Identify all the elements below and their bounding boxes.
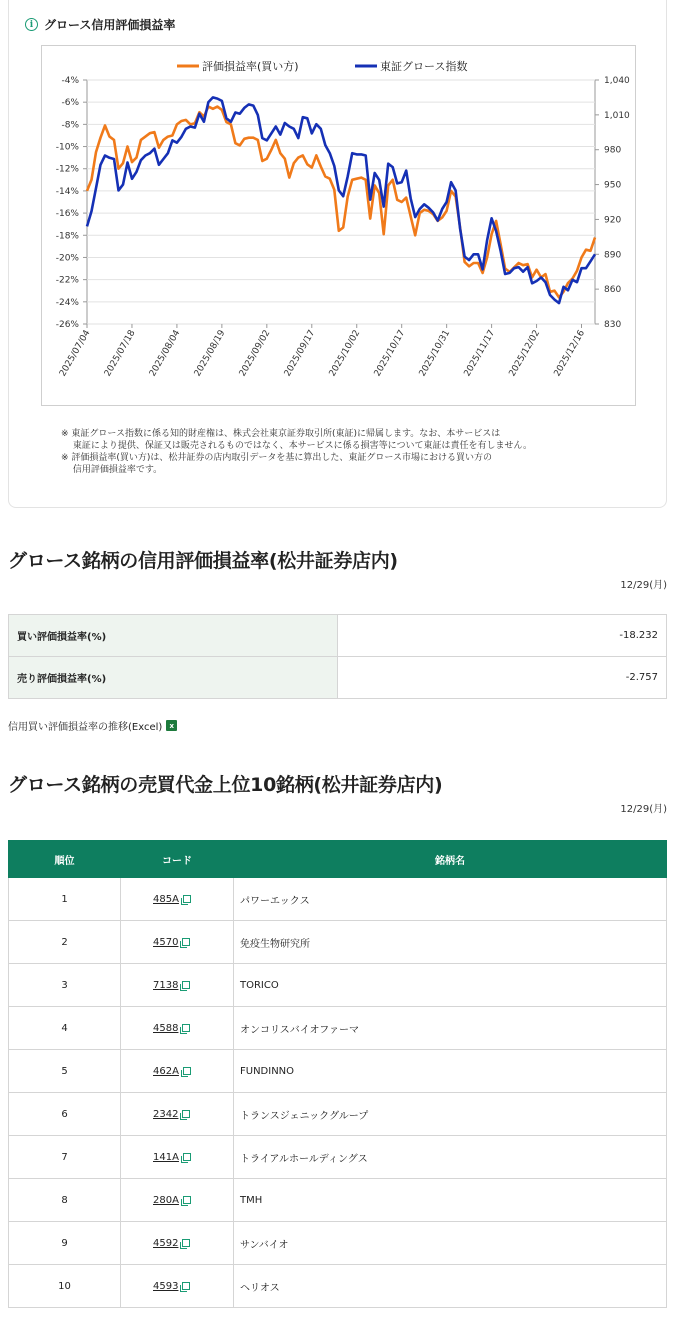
table-row — [9, 1265, 667, 1308]
table-row — [9, 921, 667, 964]
buy-eval-value: -18.232 — [338, 615, 667, 657]
y-left-tick-label: -10% — [55, 142, 79, 153]
code-cell — [121, 1265, 234, 1308]
stock-code-link[interactable]: 462A — [153, 1065, 179, 1077]
rank-cell: 5 — [9, 1050, 121, 1093]
excel-link-text[interactable]: 信用買い評価損益率の推移(Excel) — [8, 722, 163, 733]
legend-label: 東証グロース指数 — [380, 60, 468, 73]
code-cell — [121, 1007, 234, 1050]
sell-eval-value: -2.757 — [338, 657, 667, 699]
stock-name-cell: TMH — [234, 1179, 667, 1222]
x-tick-label: 2025/10/17 — [372, 328, 408, 379]
ranking-table — [8, 840, 667, 1308]
table-row — [9, 1179, 667, 1222]
header-code: コード — [121, 841, 234, 878]
code-cell — [121, 878, 234, 921]
x-tick-label: 2025/10/02 — [327, 328, 363, 379]
table-row — [9, 1136, 667, 1179]
code-cell — [121, 964, 234, 1007]
rank-cell: 4 — [9, 1007, 121, 1050]
y-left-tick-label: -26% — [55, 320, 79, 330]
y-right-tick-label: 950 — [604, 180, 622, 191]
y-left-tick-label: -24% — [55, 297, 79, 308]
copy-icon[interactable] — [183, 1067, 191, 1075]
x-tick-label: 2025/09/17 — [282, 328, 318, 379]
rank-cell: 10 — [9, 1265, 121, 1308]
chart-frame — [41, 45, 636, 406]
ranking-date: 12/29(月) — [620, 804, 667, 815]
y-right-tick-label: 890 — [604, 250, 622, 261]
stock-name-cell: サンバイオ — [234, 1222, 667, 1265]
note-line: ※ 東証グロース指数に係る知的財産権は、株式会社東京証券取引所(東証)に帰属します。なお、本サービスは — [61, 429, 501, 439]
copy-icon[interactable] — [183, 1196, 191, 1204]
x-tick-label: 2025/12/16 — [552, 328, 588, 379]
y-left-tick-label: -4% — [61, 76, 79, 86]
buy-eval-label: 買い評価損益率(%) — [9, 615, 338, 657]
stock-code-link[interactable]: 485A — [153, 893, 179, 905]
rank-cell: 6 — [9, 1093, 121, 1136]
table-row — [9, 964, 667, 1007]
eval-table — [8, 614, 667, 699]
legend-label: 評価損益率(買い方) — [202, 60, 299, 73]
table-row — [9, 657, 667, 699]
copy-icon[interactable] — [182, 1239, 190, 1247]
x-tick-label: 2025/11/17 — [462, 328, 498, 379]
stock-code-link[interactable]: 2342 — [153, 1108, 179, 1120]
stock-code-link[interactable]: 7138 — [153, 979, 179, 991]
y-left-tick-label: -20% — [55, 253, 79, 264]
copy-icon[interactable] — [183, 895, 191, 903]
stock-name-cell: パワーエックス — [234, 878, 667, 921]
stock-code-link[interactable]: 141A — [153, 1151, 179, 1163]
eval-date: 12/29(月) — [620, 580, 667, 591]
stock-name-cell: TORICO — [234, 964, 667, 1007]
stock-name-cell: ヘリオス — [234, 1265, 667, 1308]
note-line: ※ 評価損益率(買い方)は、松井証券の店内取引データを基に算出した、東証グロース市場における買い方の — [61, 453, 492, 463]
excel-icon[interactable]: x — [166, 720, 177, 731]
y-left-tick-label: -8% — [61, 120, 79, 131]
note-line: 信用評価損益率です。 — [61, 465, 163, 475]
x-tick-label: 2025/12/02 — [507, 328, 543, 379]
chart-notes — [61, 428, 661, 476]
x-tick-label: 2025/07/04 — [58, 328, 93, 379]
card-title — [25, 16, 175, 33]
copy-icon[interactable] — [183, 1153, 191, 1161]
rank-cell: 2 — [9, 921, 121, 964]
code-cell — [121, 1179, 234, 1222]
y-right-tick-label: 830 — [604, 320, 622, 330]
code-cell — [121, 1222, 234, 1265]
header-rank: 順位 — [9, 841, 121, 878]
header-name: 銘柄名 — [234, 841, 667, 878]
plot-area — [87, 80, 595, 324]
copy-icon[interactable] — [182, 1282, 190, 1290]
ranking-body — [9, 878, 667, 1308]
y-right-tick-label: 1,040 — [604, 76, 630, 86]
x-tick-label: 2025/09/02 — [237, 328, 273, 379]
ranking-heading: グロース銘柄の売買代金上位10銘柄(松井証券店内) — [8, 774, 443, 796]
y-right-tick-label: 860 — [604, 285, 622, 296]
line-chart — [42, 46, 637, 407]
eval-heading: グロース銘柄の信用評価損益率(松井証券店内) — [8, 550, 398, 572]
excel-download-link[interactable] — [8, 718, 177, 733]
y-left-tick-label: -14% — [55, 186, 79, 197]
y-left-tick-label: -12% — [55, 164, 79, 175]
rank-cell: 1 — [9, 878, 121, 921]
table-row — [9, 1007, 667, 1050]
stock-code-link[interactable]: 280A — [153, 1194, 179, 1206]
table-row — [9, 1050, 667, 1093]
chart-card — [8, 0, 667, 508]
copy-icon[interactable] — [182, 938, 190, 946]
y-right-tick-label: 1,010 — [604, 110, 630, 121]
stock-name-cell: FUNDINNO — [234, 1050, 667, 1093]
y-left-tick-label: -18% — [55, 231, 79, 242]
note-line: 東証により提供、保証又は販売されるものではなく、本サービスに係る損害等について東証は責任を有しません。 — [61, 441, 533, 451]
copy-icon[interactable] — [182, 981, 190, 989]
table-row — [9, 1093, 667, 1136]
y-right-tick-label: 980 — [604, 145, 622, 156]
stock-name-cell: オンコリスバイオファーマ — [234, 1007, 667, 1050]
table-row — [9, 1222, 667, 1265]
code-cell — [121, 1050, 234, 1093]
stock-name-cell: トランスジェニックグループ — [234, 1093, 667, 1136]
rank-cell: 3 — [9, 964, 121, 1007]
x-tick-label: 2025/08/19 — [192, 328, 228, 379]
stock-name-cell: 免疫生物研究所 — [234, 921, 667, 964]
code-cell — [121, 1093, 234, 1136]
info-icon: i — [25, 18, 38, 31]
code-cell — [121, 921, 234, 964]
table-row — [9, 878, 667, 921]
copy-icon[interactable] — [182, 1110, 190, 1118]
stock-code-link[interactable]: 4588 — [153, 1022, 179, 1034]
rank-cell: 9 — [9, 1222, 121, 1265]
y-left-tick-label: -22% — [55, 275, 79, 286]
rank-cell: 7 — [9, 1136, 121, 1179]
stock-code-link[interactable]: 4570 — [153, 936, 179, 948]
table-row — [9, 615, 667, 657]
sell-eval-label: 売り評価損益率(%) — [9, 657, 338, 699]
card-title-text: グロース信用評価損益率 — [44, 18, 176, 32]
rank-cell: 8 — [9, 1179, 121, 1222]
code-cell — [121, 1136, 234, 1179]
y-left-tick-label: -6% — [61, 98, 79, 109]
y-left-tick-label: -16% — [55, 209, 79, 220]
table-header-row — [9, 841, 667, 878]
x-tick-label: 2025/07/18 — [102, 328, 138, 379]
stock-code-link[interactable]: 4593 — [153, 1280, 179, 1292]
y-right-tick-label: 920 — [604, 215, 622, 226]
x-tick-label: 2025/10/31 — [417, 328, 453, 379]
stock-code-link[interactable]: 4592 — [153, 1237, 179, 1249]
x-tick-label: 2025/08/04 — [147, 328, 183, 379]
stock-name-cell: トライアルホールディングス — [234, 1136, 667, 1179]
copy-icon[interactable] — [182, 1024, 190, 1032]
